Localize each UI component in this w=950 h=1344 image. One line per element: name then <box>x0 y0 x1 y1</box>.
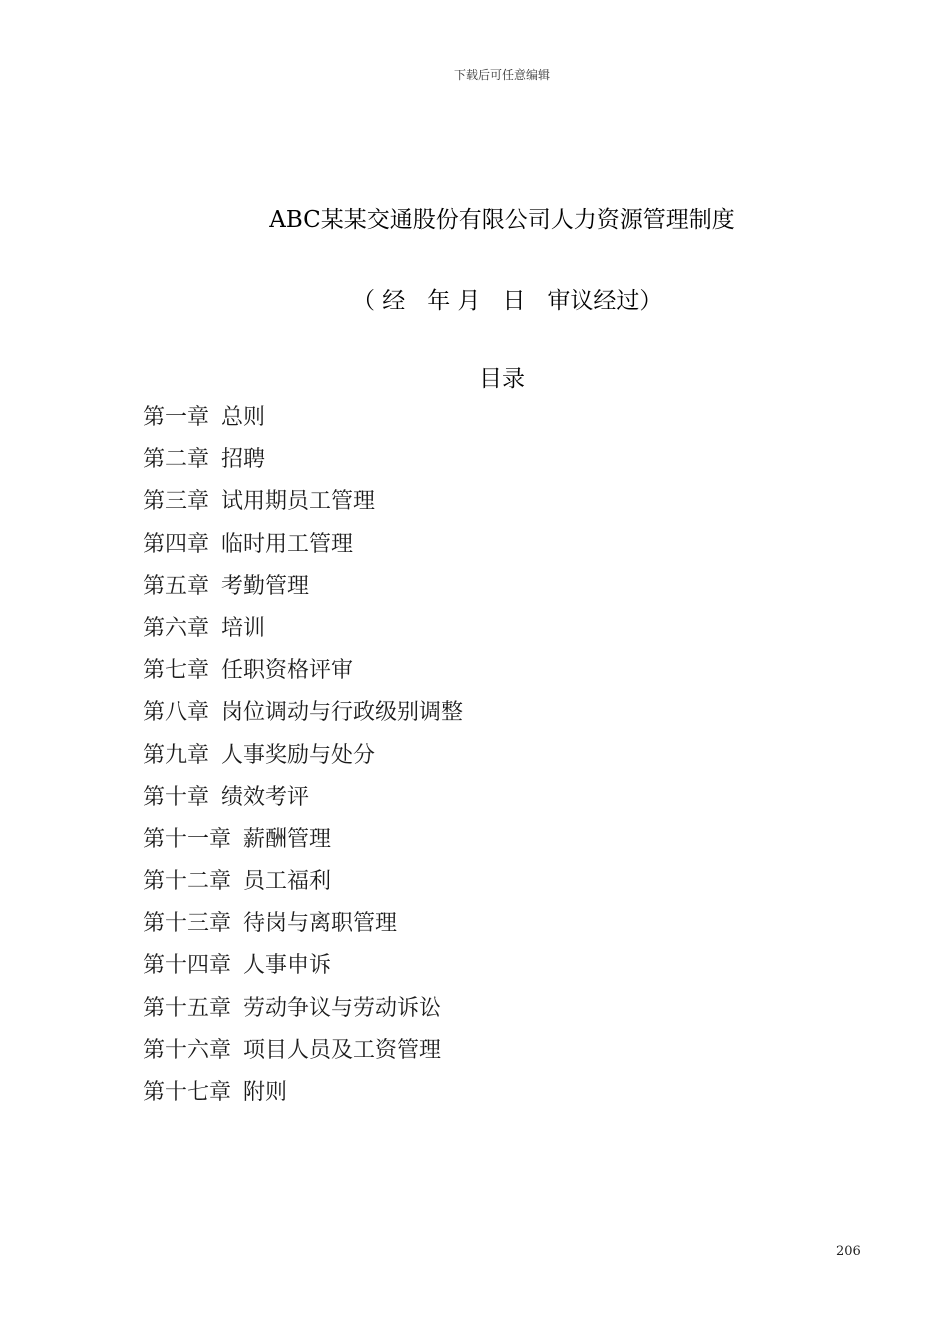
chapter-number: 第五章 <box>143 573 210 599</box>
toc-item <box>143 945 463 987</box>
toc-item <box>143 861 463 903</box>
chapter-number: 第六章 <box>143 615 210 641</box>
chapter-number: 第一章 <box>143 405 210 430</box>
chapter-title: 人事奖励与处分 <box>221 742 376 768</box>
chapter-title: 员工福利 <box>243 869 332 895</box>
chapter-title: 附则 <box>243 1080 288 1105</box>
toc-item <box>143 1072 463 1114</box>
toc-item <box>143 650 463 692</box>
chapter-title: 薪酬管理 <box>243 826 332 852</box>
toc-item <box>143 1030 463 1072</box>
chapter-title: 试用期员工管理 <box>221 489 376 515</box>
chapter-title: 临时用工管理 <box>221 531 354 557</box>
chapter-number: 第十二章 <box>143 869 232 895</box>
header-note: 下载后可任意编辑 <box>453 68 550 82</box>
toc-item <box>143 988 463 1030</box>
chapter-number: 第十五章 <box>143 995 232 1021</box>
toc-item <box>143 397 463 439</box>
toc-item <box>143 566 463 608</box>
toc-item <box>143 777 463 819</box>
chapter-title: 劳动争议与劳动诉讼 <box>243 995 442 1021</box>
chapter-number: 第七章 <box>143 658 210 684</box>
toc-item <box>143 735 463 777</box>
chapter-number: 第八章 <box>143 700 210 726</box>
chapter-number: 第三章 <box>143 489 210 515</box>
chapter-number: 第十四章 <box>143 953 232 979</box>
toc-item <box>143 608 463 650</box>
toc-item <box>143 439 463 481</box>
page-number: 206 <box>836 1244 861 1259</box>
chapter-number: 第十一章 <box>143 826 232 852</box>
toc-heading: 目录 <box>479 366 525 392</box>
toc-item <box>143 819 463 861</box>
approval-line: （ 经 年 月 日 审议经过） <box>352 288 663 314</box>
toc-item <box>143 481 463 523</box>
chapter-title: 人事申诉 <box>243 953 332 979</box>
chapter-title: 项目人员及工资管理 <box>243 1037 442 1063</box>
toc-item <box>143 903 463 945</box>
chapter-title: 招聘 <box>221 447 266 473</box>
chapter-title: 待岗与离职管理 <box>243 911 398 937</box>
chapter-title: 总则 <box>221 405 266 430</box>
chapter-number: 第十三章 <box>143 911 232 937</box>
table-of-contents <box>143 397 463 1114</box>
chapter-number: 第十七章 <box>143 1080 232 1105</box>
chapter-number: 第四章 <box>143 531 210 557</box>
chapter-title: 绩效考评 <box>221 784 310 810</box>
chapter-number: 第十六章 <box>143 1037 232 1063</box>
chapter-number: 第十章 <box>143 784 210 810</box>
toc-item <box>143 692 463 734</box>
chapter-title: 任职资格评审 <box>221 658 354 684</box>
document-title: ABC某某交通股份有限公司人力资源管理制度 <box>269 207 735 233</box>
chapter-title: 培训 <box>221 615 266 641</box>
chapter-title: 岗位调动与行政级别调整 <box>221 700 464 726</box>
chapter-number: 第九章 <box>143 742 210 768</box>
toc-item <box>143 524 463 566</box>
chapter-number: 第二章 <box>143 447 210 473</box>
chapter-title: 考勤管理 <box>221 573 310 599</box>
